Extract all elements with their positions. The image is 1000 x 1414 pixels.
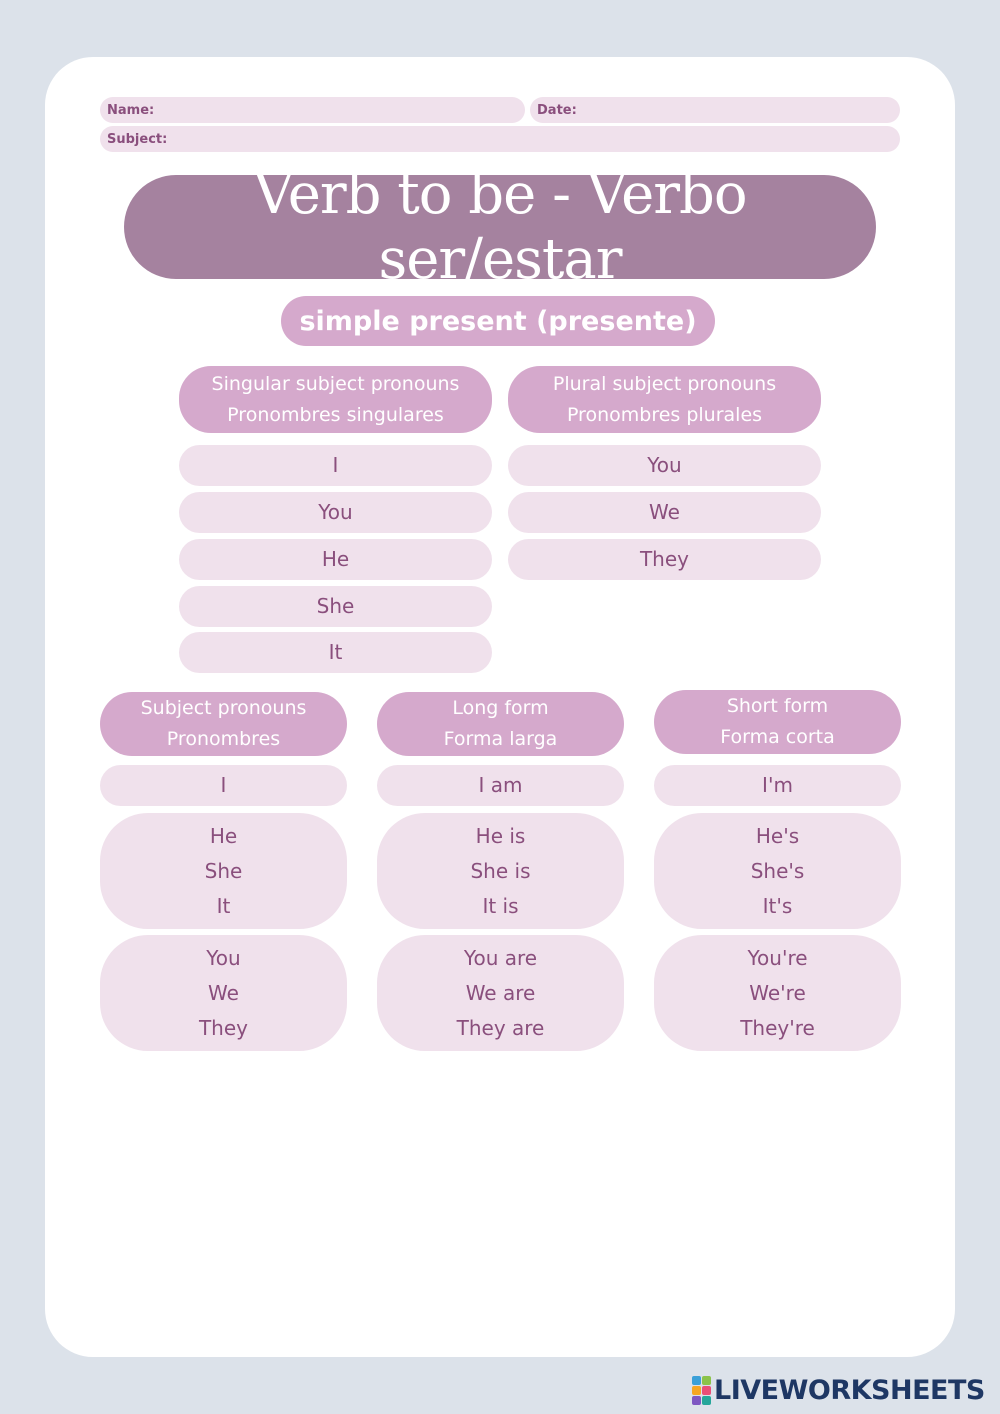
singular-header-text: Singular subject pronouns Pronombres singulares <box>211 372 460 426</box>
forms-header-text: Long form Forma larga <box>443 697 558 750</box>
cell-text: You're <box>747 945 808 970</box>
name-field[interactable] <box>100 97 525 123</box>
short-form-header <box>654 690 901 754</box>
singular-pronoun-cell <box>179 539 492 580</box>
cell-text: She is <box>470 858 531 883</box>
pronoun-text: She <box>316 594 355 618</box>
cell-text: I am <box>478 773 523 797</box>
pronoun-text: They <box>639 547 690 571</box>
forms-cell <box>100 935 347 1051</box>
cell-text: You <box>206 945 241 970</box>
cell-text: They <box>198 1015 249 1040</box>
cell-text: They are <box>456 1015 545 1040</box>
cell-text: It's <box>762 893 793 918</box>
forms-header-text: Short form Forma corta <box>720 695 835 748</box>
date-field[interactable] <box>530 97 900 123</box>
singular-pronoun-cell <box>179 445 492 486</box>
plural-pronoun-cell <box>508 492 821 533</box>
forms-cell <box>100 765 347 806</box>
forms-header-text: Subject pronouns Pronombres <box>140 697 307 750</box>
subtitle-text: simple present (presente) <box>299 305 697 337</box>
cell-text: She <box>204 858 243 883</box>
cell-text: You are <box>463 945 538 970</box>
singular-pronouns-header <box>179 366 492 433</box>
subject-pronouns-header <box>100 692 347 756</box>
cell-text: He is <box>475 823 526 848</box>
pronoun-text: He <box>321 547 350 571</box>
forms-cell <box>377 813 624 929</box>
cell-text: He's <box>755 823 800 848</box>
pronoun-text: You <box>318 500 353 524</box>
title-text: Verb to be - Verbo ser/estar <box>253 162 747 292</box>
plural-header-text: Plural subject pronouns Pronombres plurales <box>552 372 777 426</box>
logo-blocks-icon <box>692 1376 711 1405</box>
forms-cell <box>377 765 624 806</box>
cell-text: It <box>216 893 231 918</box>
pronoun-text: We <box>649 500 680 524</box>
liveworksheets-logo[interactable] <box>692 1374 985 1406</box>
name-label: Name: <box>107 102 155 118</box>
plural-pronouns-header <box>508 366 821 433</box>
forms-cell <box>377 935 624 1051</box>
cell-text: I <box>220 773 227 797</box>
date-label: Date: <box>537 102 577 118</box>
plural-pronoun-cell <box>508 445 821 486</box>
cell-text: He <box>209 823 238 848</box>
brand-name: LIVEWORKSHEETS <box>714 1374 985 1406</box>
cell-text: We're <box>749 980 806 1005</box>
plural-pronoun-cell <box>508 539 821 580</box>
cell-text: It is <box>482 893 519 918</box>
cell-text: She's <box>750 858 805 883</box>
forms-cell <box>654 765 901 806</box>
forms-cell <box>654 813 901 929</box>
cell-text: They're <box>740 1015 815 1040</box>
singular-pronoun-cell <box>179 492 492 533</box>
cell-text: We <box>208 980 239 1005</box>
worksheet-subtitle <box>281 296 715 346</box>
long-form-header <box>377 692 624 756</box>
singular-pronoun-cell <box>179 586 492 627</box>
pronoun-text: I <box>332 453 339 477</box>
subject-field[interactable] <box>100 126 900 152</box>
cell-text: We are <box>465 980 536 1005</box>
forms-cell <box>654 935 901 1051</box>
subject-label: Subject: <box>107 131 168 147</box>
cell-text: I'm <box>762 773 793 797</box>
pronoun-text: It <box>328 640 343 664</box>
singular-pronoun-cell <box>179 632 492 673</box>
forms-cell <box>100 813 347 929</box>
worksheet-title <box>124 162 876 292</box>
pronoun-text: You <box>647 453 682 477</box>
